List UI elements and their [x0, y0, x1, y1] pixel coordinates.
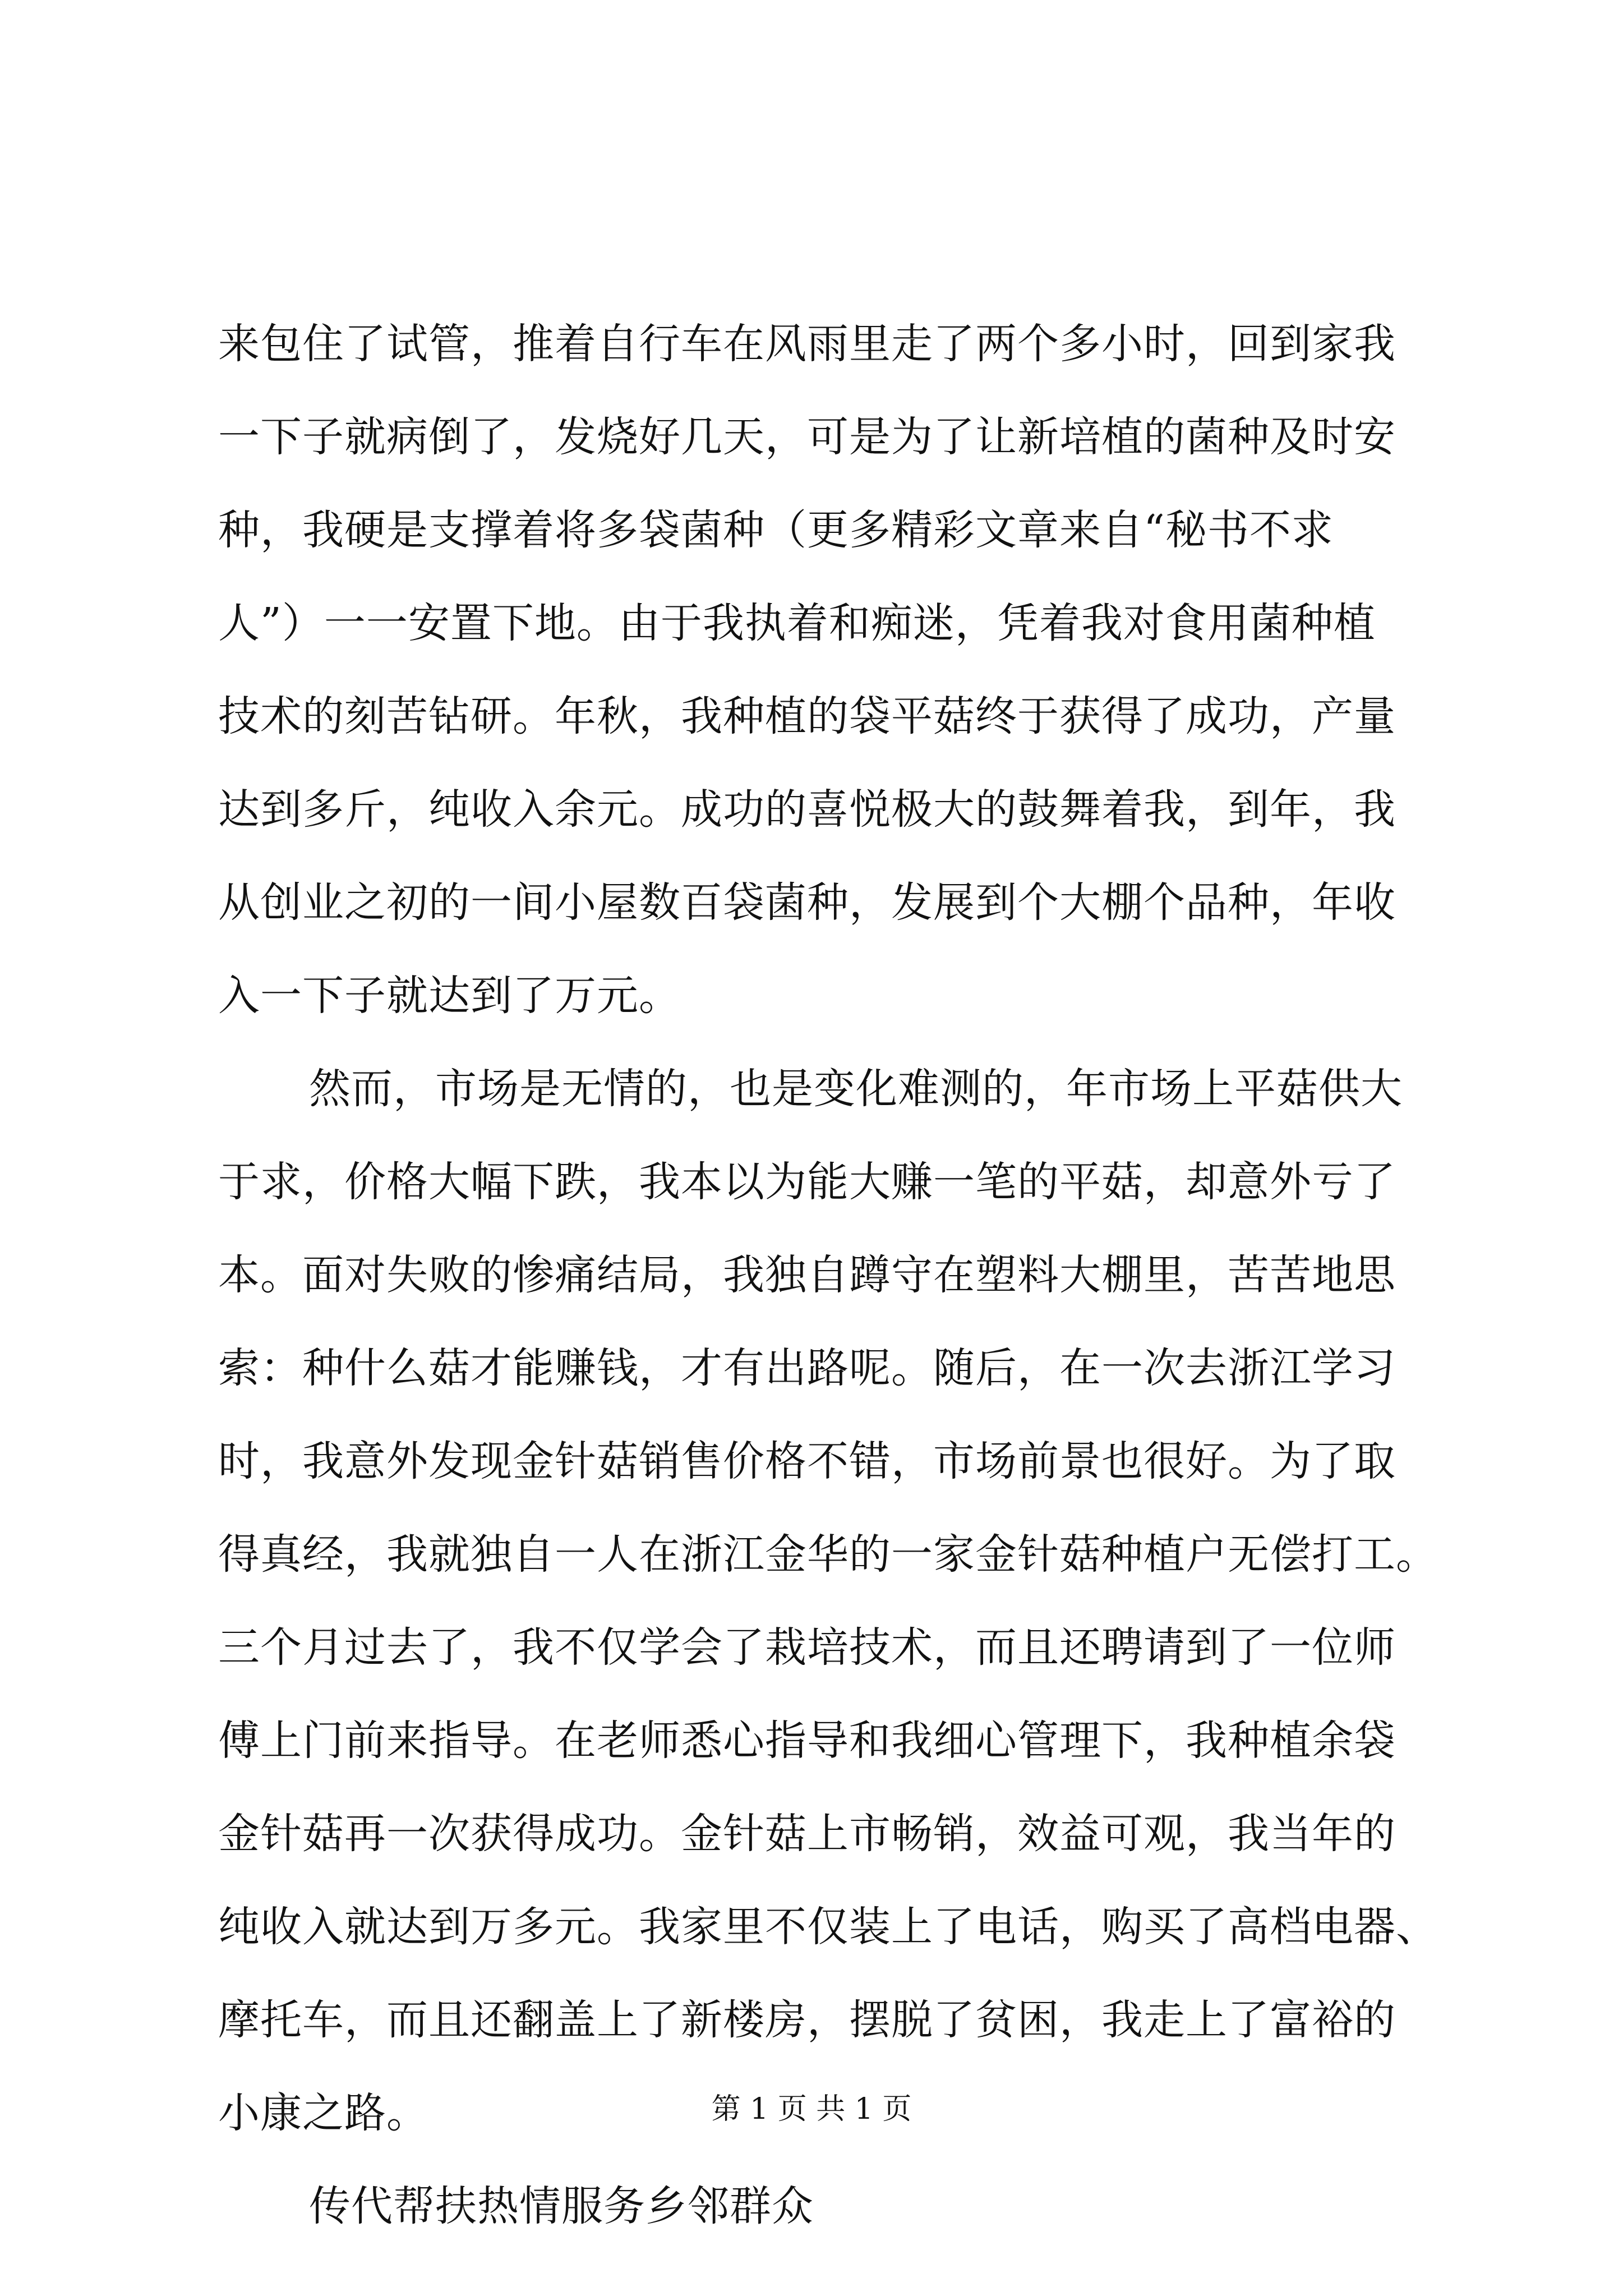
text-line: 于求，价格大幅下跌，我本以为能大赚一笔的平菇，却意外亏了	[218, 1158, 1396, 1206]
page-number-label: 第 1 页 共 1 页	[711, 2092, 912, 2126]
text-line: 技术的刻苦钻研。年秋，我种植的袋平菇终于获得了成功，产量	[218, 692, 1396, 740]
text-line: 金针菇再一次获得成功。金针菇上市畅销，效益可观，我当年的	[218, 1810, 1396, 1858]
text-line: 达到多斤，纯收入余元。成功的喜悦极大的鼓舞着我，到年，我	[218, 785, 1396, 834]
text-line: 从创业之初的一间小屋数百袋菌种，发展到个大棚个品种，年收	[218, 878, 1396, 927]
text-line: 小康之路。	[218, 2089, 428, 2137]
text-line: 人”）一一安置下地。由于我执着和痴迷，凭着我对食用菌种植	[218, 599, 1376, 647]
text-line: 一下子就病倒了，发烧好几天，可是为了让新培植的菌种及时安	[218, 413, 1396, 461]
text-line: 得真经，我就独自一人在浙江金华的一家金针菇种植户无偿打工。	[218, 1530, 1438, 1579]
text-line: 然而，市场是无情的，也是变化难测的，年市场上平菇供大	[309, 1065, 1403, 1113]
page-footer	[0, 2087, 1623, 2132]
text-line: 入一下子就达到了万元。	[218, 972, 681, 1020]
text-line: 来包住了试管，推着自行车在风雨里走了两个多小时，回到家我	[218, 320, 1396, 368]
text-line: 摩托车，而且还翻盖上了新楼房，摆脱了贫困，我走上了富裕的	[218, 1996, 1396, 2044]
text-line: 纯收入就达到万多元。我家里不仅装上了电话，购买了高档电器、	[218, 1903, 1438, 1951]
paragraph-1	[218, 297, 1407, 1042]
text-line: 时，我意外发现金针菇销售价格不错，市场前景也很好。为了取	[218, 1437, 1396, 1485]
paragraph-2	[218, 1042, 1438, 2160]
section-heading: 传代帮扶热情服务乡邻群众	[309, 2182, 814, 2230]
text-line: 三个月过去了，我不仅学会了栽培技术，而且还聘请到了一位师	[218, 1623, 1396, 1672]
paragraph-3	[218, 2160, 1407, 2253]
text-line: 种，我硬是支撑着将多袋菌种（更多精彩文章来自“秘书不求	[218, 506, 1334, 554]
text-line: 本。面对失败的惨痛结局，我独自蹲守在塑料大棚里，苦苦地思	[218, 1251, 1396, 1299]
text-line: 索：种什么菇才能赚钱，才有出路呢。随后，在一次去浙江学习	[218, 1344, 1396, 1392]
text-line: 傅上门前来指导。在老师悉心指导和我细心管理下，我种植余袋	[218, 1717, 1396, 1765]
document-body	[218, 297, 1438, 2253]
